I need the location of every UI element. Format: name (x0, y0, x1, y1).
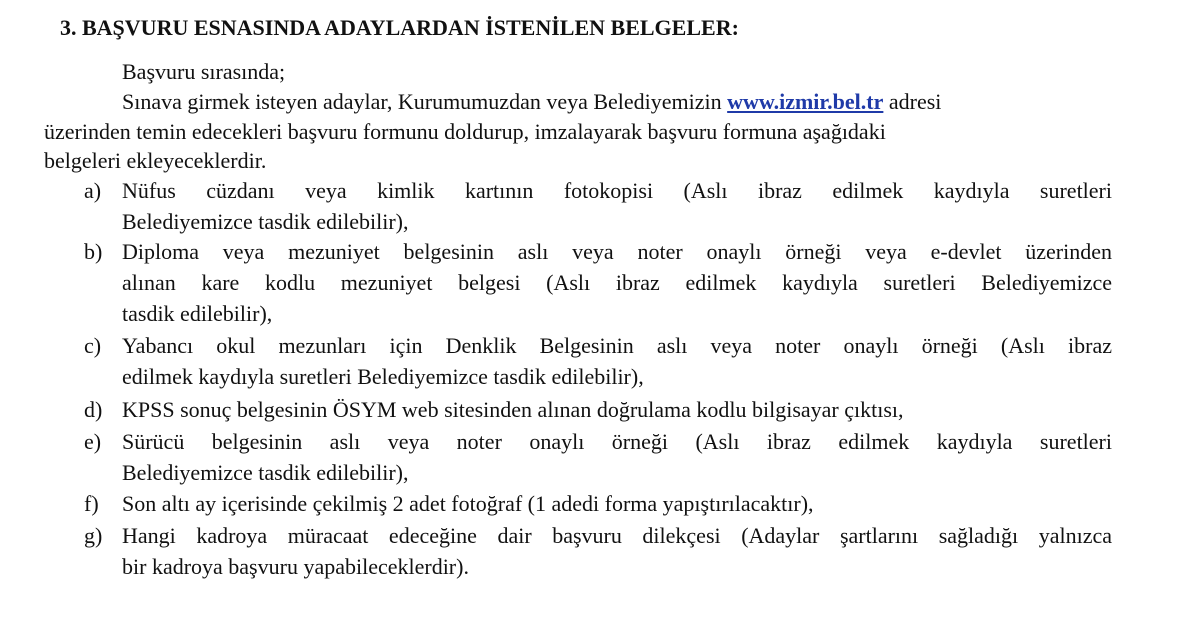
list-item-line: Belediyemizce tasdik edilebilir), (122, 209, 409, 234)
list-item-text (122, 236, 1112, 329)
intro-line-3: üzerinden temin edecekleri başvuru formunu doldurup, imzalayarak başvuru formuna aşağıdaki (44, 119, 886, 144)
list-item-line: Sürücü belgesinin aslı veya noter onaylı örneği (Aslı ibraz edilmek kaydıyla suretleri (122, 429, 1112, 454)
list-item-line: tasdik edilebilir), (122, 301, 273, 326)
list-marker: g) (84, 523, 103, 548)
intro-line-2-end: adresi (883, 89, 942, 114)
website-link[interactable]: www.izmir.bel.tr (727, 89, 884, 114)
list-item-line: Son altı ay içerisinde çekilmiş 2 adet fotoğraf (1 adedi forma yapıştırılacaktır), (122, 491, 814, 516)
list-item-text (122, 426, 1112, 488)
intro-line-2 (122, 87, 941, 117)
intro-line-2-start: Sınava girmek isteyen adaylar, Kurumumuzdan veya Belediyemizin (122, 89, 728, 114)
list-item-line: Diploma veya mezuniyet belgesinin aslı veya noter onaylı örneği veya e-devlet üzerinden (122, 239, 1112, 264)
list-item-line: Hangi kadroya müracaat edeceğine dair başvuru dilekçesi (Adaylar şartlarını sağladığı yalnızca (122, 523, 1112, 548)
list-item-line: bir kadroya başvuru yapabileceklerdir). (122, 554, 469, 579)
list-item-text (122, 394, 1112, 425)
list-item-line: edilmek kaydıyla suretleri Belediyemizce tasdik edilebilir), (122, 364, 644, 389)
list-item-line: alınan kare kodlu mezuniyet belgesi (Aslı ibraz edilmek kaydıyla suretleri Belediyemizce (122, 270, 1112, 295)
list-item-line: Yabancı okul mezunları için Denklik Belgesinin aslı veya noter onaylı örneği (Aslı ibraz (122, 333, 1112, 358)
list-marker: a) (84, 178, 102, 203)
intro-line-1: Başvuru sırasında; (122, 59, 286, 84)
intro-line-4: belgeleri ekleyeceklerdir. (44, 148, 267, 173)
list-marker: c) (84, 333, 102, 358)
list-item-line: KPSS sonuç belgesinin ÖSYM web sitesinden alınan doğrulama kodlu bilgisayar çıktısı, (122, 397, 904, 422)
list-marker: e) (84, 429, 102, 454)
list-item-text (122, 175, 1112, 237)
list-item-text (122, 520, 1112, 582)
list-marker: f) (84, 491, 99, 516)
list-item-line: Belediyemizce tasdik edilebilir), (122, 460, 409, 485)
list-item-text (122, 488, 1112, 519)
list-marker: b) (84, 239, 103, 264)
section-heading: 3. BAŞVURU ESNASINDA ADAYLARDAN İSTENİLEN BELGELER: (60, 15, 739, 40)
list-item-line: Nüfus cüzdanı veya kimlik kartının fotokopisi (Aslı ibraz edilmek kaydıyla suretleri (122, 178, 1112, 203)
list-marker: d) (84, 397, 103, 422)
list-item-text (122, 330, 1112, 392)
